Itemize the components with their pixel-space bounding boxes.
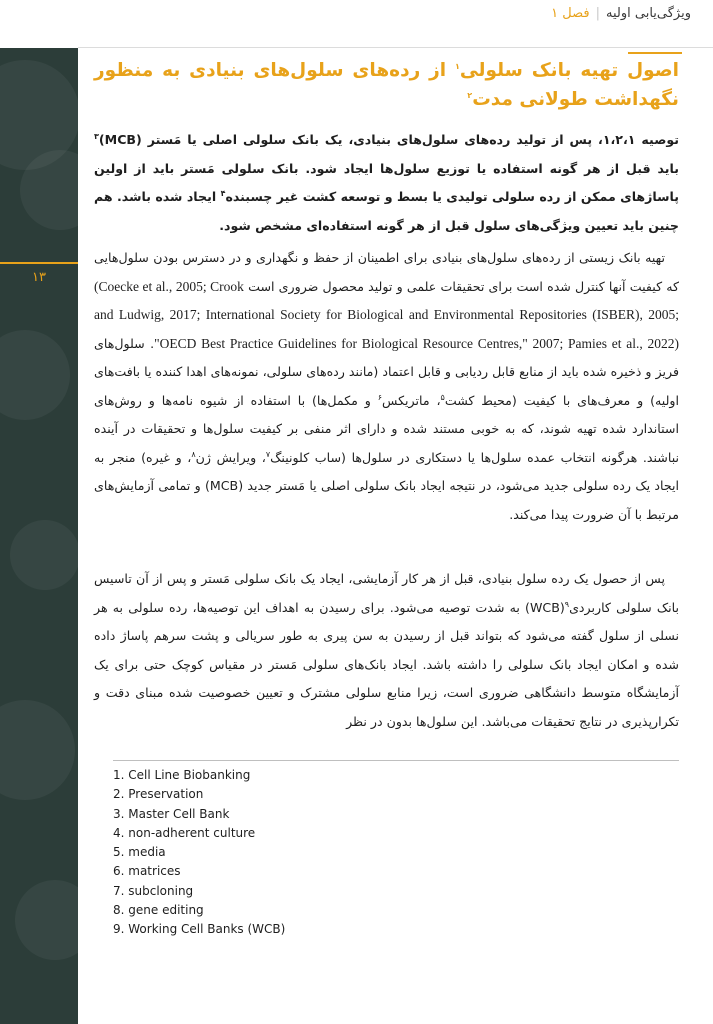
section-heading bbox=[94, 56, 679, 114]
chapter-label: فصل ۱ bbox=[551, 6, 590, 21]
footnote-item: 6. matrices bbox=[113, 864, 181, 879]
footnote-ref: ۶ bbox=[377, 392, 383, 402]
text-run: ، و غیره) منجر به ایجاد یک رده سلولی جدید می‌شود، در نتیجه ایجاد بانک سلولی اصلی یا مَستر جدید (MCB) و تمامی آزمایش‌های مرتبط با آن ضرورت پیدا می‌کند. bbox=[94, 449, 679, 522]
text-run: پس از حصول یک رده سلول بنیادی، قبل از هر کار آزمایشی، ایجاد یک بانک سلولی مَستر و پس از آن تاسیس بانک سلولی کاربردی bbox=[94, 571, 679, 615]
decorative-circle bbox=[15, 880, 78, 960]
text-run: باید قبل از هر گونه استفاده یا توزیع سلول‌ها ایجاد شود. بانک سلولی مَستر باید از اولین پاساژهای ممکن از رده سلولی تولیدی یا بسط و توسعه کشت غیر چسبنده bbox=[94, 160, 679, 204]
footnote-ref: ۴ bbox=[220, 188, 226, 198]
footnote-item: 9. Working Cell Banks (WCB) bbox=[113, 922, 286, 937]
page-number: ۱۳ bbox=[32, 270, 46, 285]
running-header bbox=[551, 6, 691, 21]
footnote-ref: ۹ bbox=[564, 599, 570, 609]
text-run: و مکمل‌ها) با استفاده از شیوه نامه‌ها و روش‌های استاندارد شده تهیه شوند، که به خوبی مستند شده و دارای اثر منفی بر کیفیت سلول‌ها و تحقیقات در آینده نباشند. هرگونه انتخاب عمده سلول‌ها یا دستکاری در سلول‌ها (ساب کلونینگ bbox=[94, 392, 679, 465]
footnote-ref: ۲ bbox=[467, 90, 473, 100]
citation: (Coecke et al., 2005; Crook and Ludwig, 2017; International Society for Biological and Environmental Repositories (ISBER), 2005; "OECD Best Practice Guidelines for Biological Resource Centres," 2007; Pamies et al., 2022) bbox=[94, 278, 679, 351]
text-run: . سلول‌های فریز و ذخیره شده باید از منابع قابل ردیابی و قابل اعتماد (مانند رده‌های سلولی، نمونه‌های اهدا کننده یا بافت‌های اولیه) و معرف‌های با کیفیت (محیط کشت bbox=[94, 335, 679, 408]
recommendation-paragraph bbox=[94, 126, 679, 240]
footnote-item: 4. non-adherent culture bbox=[113, 825, 256, 840]
heading-text-1: اصول تهیه بانک سلولی bbox=[459, 60, 679, 81]
footnote-ref: ۳ bbox=[94, 131, 99, 141]
footnote-item: 7. subcloning bbox=[113, 883, 194, 898]
page-number-rule bbox=[0, 262, 78, 264]
footnote-item: 2. Preservation bbox=[113, 787, 204, 802]
heading-text-2: از رده‌های سلول‌های بنیادی به منظور نگهداشت طولانی مدت bbox=[94, 60, 679, 110]
header-separator: | bbox=[595, 6, 600, 21]
text-run: توصیه ۱،۲،۱، پس از تولید رده‌های سلول‌های بنیادی، یک بانک سلولی اصلی یا مَستر (MCB) bbox=[98, 132, 679, 147]
text-run: (WCB) به شدت توصیه می‌شود. برای رسیدن به اهداف این توصیه‌ها، رده سلولی به هر نسلی از سلول گفته می‌شود که بتواند قبل از رسیدن به سن پیری به طور سریالی و پشت سرهم پاساژ داده شده و امکان ایجاد بانک سلولی را داشته باشد. ایجاد بانک‌های سلولی مَستر در مقیاس کوچک حتی برای یک آزمایشگاه متوسط دانشگاهی ضروری است، زیرا منابع سلولی مشترک و تعیین خصوصیت شده مبنای دقت و تکرارپذیری در نتایج تحقیقات می‌باشد. این سلول‌ها بدون در نظر bbox=[94, 599, 679, 729]
section-title: ویژگی‌یابی اولیه bbox=[605, 6, 691, 21]
title-accent-rule bbox=[628, 52, 682, 54]
decorative-circle bbox=[10, 520, 78, 590]
footnote-item: 5. media bbox=[113, 845, 166, 860]
footnote-item: 8. gene editing bbox=[113, 903, 204, 918]
header-divider bbox=[78, 47, 713, 48]
text-run: ایجاد شده باشد. هم چنین باید تعیین ویژگی‌های سلول قبل از هر گونه استفاده‌ای مشخص شود. bbox=[94, 189, 679, 233]
body-paragraph-1 bbox=[94, 244, 679, 529]
text-run: ، ماتریکس bbox=[382, 392, 441, 408]
footnote-item: 3. Master Cell Bank bbox=[113, 806, 230, 821]
footnote-ref: ۸ bbox=[191, 449, 196, 459]
body-paragraph-2 bbox=[94, 565, 679, 736]
text-run: تهیه بانک زیستی از رده‌های سلول‌های بنیادی برای اطمینان از حفظ و نگهداری و در دسترس بودن سلول‌هایی که کیفیت آنها کنترل شده است برای تحقیقات علمی و تولید محصول ضروری است bbox=[94, 250, 679, 294]
footnote-ref: ۵ bbox=[440, 392, 445, 402]
side-margin-band bbox=[0, 0, 78, 1024]
footnote-divider bbox=[113, 760, 679, 761]
decorative-circle bbox=[0, 700, 75, 800]
footnote-ref: ۷ bbox=[265, 449, 271, 459]
text-run: ، ویرایش ژن bbox=[195, 449, 266, 465]
page-header bbox=[0, 0, 713, 40]
footnote-ref: ۱ bbox=[454, 61, 460, 71]
footnote-item: 1. Cell Line Biobanking bbox=[113, 768, 251, 782]
footnote-list bbox=[113, 766, 285, 940]
decorative-circle bbox=[0, 330, 70, 420]
